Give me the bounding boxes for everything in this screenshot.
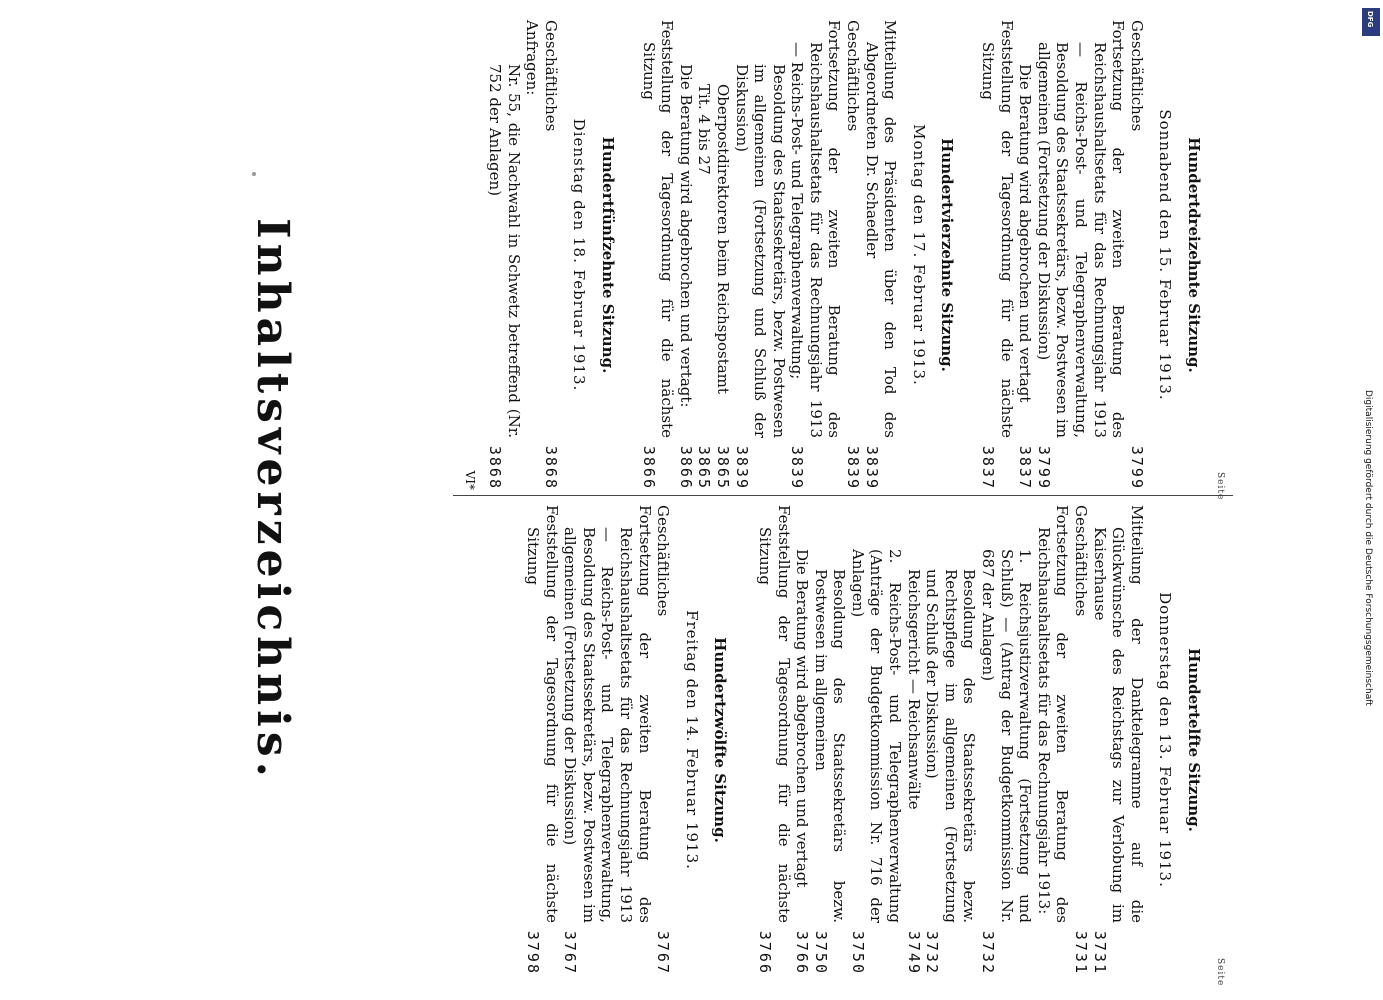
toc-entry: Anfragen: xyxy=(523,20,542,96)
column-left-half xyxy=(461,20,1213,490)
toc-entry: Fortsetzung der zweiten Beratung des Reichshaushaltsetats für das Rechnungsjahr 1913 — Reichs-Post- und Telegraphenverwaltung, Besoldung des Staatssekretärs, bezw. Postwesen im allgemeinen (Fortsetzung der Diskussion) 3767 xyxy=(561,505,654,975)
section-date-112: Freitag den 14. Februar 1913. xyxy=(682,610,701,870)
toc-entry: Feststellung der Tagesordnung für die nächste Sitzung 3866 xyxy=(639,20,677,490)
toc-entry: 2. Reichs-Post- und Telegraphenverwaltung (Anträge der Budgetkommission Nr. 716 der Anlagen) 3750 xyxy=(848,549,905,975)
dfg-logo: DFG xyxy=(1362,8,1380,36)
digitization-note: Digitalisierung gefördert durch die Deutsche Forschungsgemeinschaft xyxy=(1363,390,1373,706)
toc-entry: Die Beratung wird abgebrochen und vertagt 3766 xyxy=(793,549,812,975)
section-heading-111: Hundertelfte Sitzung. xyxy=(1185,648,1203,832)
document-title: Inhaltsverzeichnis. xyxy=(247,218,298,782)
seite-label-a: Seite xyxy=(1215,472,1225,501)
toc-entry: Mitteilung der Danktelegramme auf die Glückwünsche des Reichstags zur Verlobung im Kaiserhause 3731 xyxy=(1090,505,1146,975)
toc-entry: Geschäftliches 3799 xyxy=(1127,20,1146,490)
toc-entry: Geschäftliches 3731 xyxy=(1072,505,1091,975)
toc-entry: Besoldung des Staatssekretärs, bezw. Postwesen im allgemeinen (Fortsetzung und Schluß der Diskussion) 3839 xyxy=(732,64,788,490)
section-date-115: Dienstag den 18. Februar 1913. xyxy=(570,118,589,392)
toc-entry: Reichsgericht — Reichsanwälte 3749 xyxy=(904,569,923,975)
toc-entry: Fortsetzung der zweiten Beratung des Reichshaushaltsetats für das Rechnungsjahr 1913 — Reichs-Post- und Telegraphenverwaltung, Besoldung des Staatssekretärs, bezw. Postwesen im allgemeinen (Fortsetzung der Diskussion) 3799 xyxy=(1034,20,1128,490)
toc-entry: Die Beratung wird abgebrochen und vertagt: 3866 xyxy=(676,64,695,490)
toc-entry: Tit. 4 bis 27 3865 xyxy=(695,84,714,490)
toc-entry: Mitteilung des Präsidenten über den Tod des Abgeordneten Dr. Schaedler 3839 xyxy=(862,20,900,490)
toc-entry: Oberpostdirektoren beim Reichspostamt 3865 xyxy=(713,84,732,490)
seite-label-b: Seite xyxy=(1215,958,1225,987)
toc-entry: Besoldung des Staatssekretärs bezw. Postwesen im allgemeinen 3750 xyxy=(811,569,849,975)
section-date-111: Donnerstag den 13. Februar 1913. xyxy=(1156,592,1175,888)
toc-entry: Feststellung der Tagesordnung für die nächste Sitzung 3766 xyxy=(755,505,793,975)
toc-entry: Geschäftliches 3868 xyxy=(541,20,560,490)
toc-entry: Feststellung der Tagesordnung für die nächste Sitzung 3837 xyxy=(979,20,1016,490)
section-heading-113: Hundertdreizehnte Sitzung. xyxy=(1185,137,1203,373)
column-rule xyxy=(453,495,1233,496)
toc-entry: Nr. 55, die Nachwahl in Schwetz betreffend (Nr. 752 der Anlagen) 3868 xyxy=(486,64,523,490)
toc-entry: Feststellung der Tagesordnung für die nächste Sitzung 3798 xyxy=(524,505,561,975)
toc-entry: Besoldung des Staatssekretärs bezw. Rechtspflege im allgemeinen (Fortsetzung und Schluß der Diskussion) 3732 xyxy=(923,569,979,975)
toc-entry: Fortsetzung der zweiten Beratung des Reichshaushaltsetats für das Rechnungsjahr 1913: xyxy=(1034,505,1072,923)
toc-entry: Die Beratung wird abgebrochen und vertagt 3837 xyxy=(1016,64,1035,490)
section-date-114: Montag den 17. Februar 1913. xyxy=(909,124,928,386)
toc-entry: 1. Reichsjustizverwaltung (Fortsetzung und Schluß) — (Antrag der Budgetkommission Nr. 687 der Anlagen) 3732 xyxy=(979,549,1035,975)
section-heading-115: Hundertfünfzehnte Sitzung. xyxy=(598,136,617,374)
section-heading-114: Hundertvierzehnte Sitzung. xyxy=(938,138,957,372)
page-number: VI* xyxy=(463,470,478,490)
toc-entry: Geschäftliches 3839 xyxy=(844,20,863,490)
section-heading-112: Hundertzwölfte Sitzung. xyxy=(711,637,730,843)
toc-entry: Geschäftliches 3767 xyxy=(654,505,673,975)
section-date-113: Sonnabend den 15. Februar 1913. xyxy=(1156,109,1175,401)
column-right-half xyxy=(523,505,1213,975)
toc-entry: Fortsetzung der zweiten Beratung des Reichshaushaltsetats für das Rechnungsjahr 1913 — Reichs-Post- und Telegraphenverwaltung; 3839 xyxy=(788,20,844,490)
